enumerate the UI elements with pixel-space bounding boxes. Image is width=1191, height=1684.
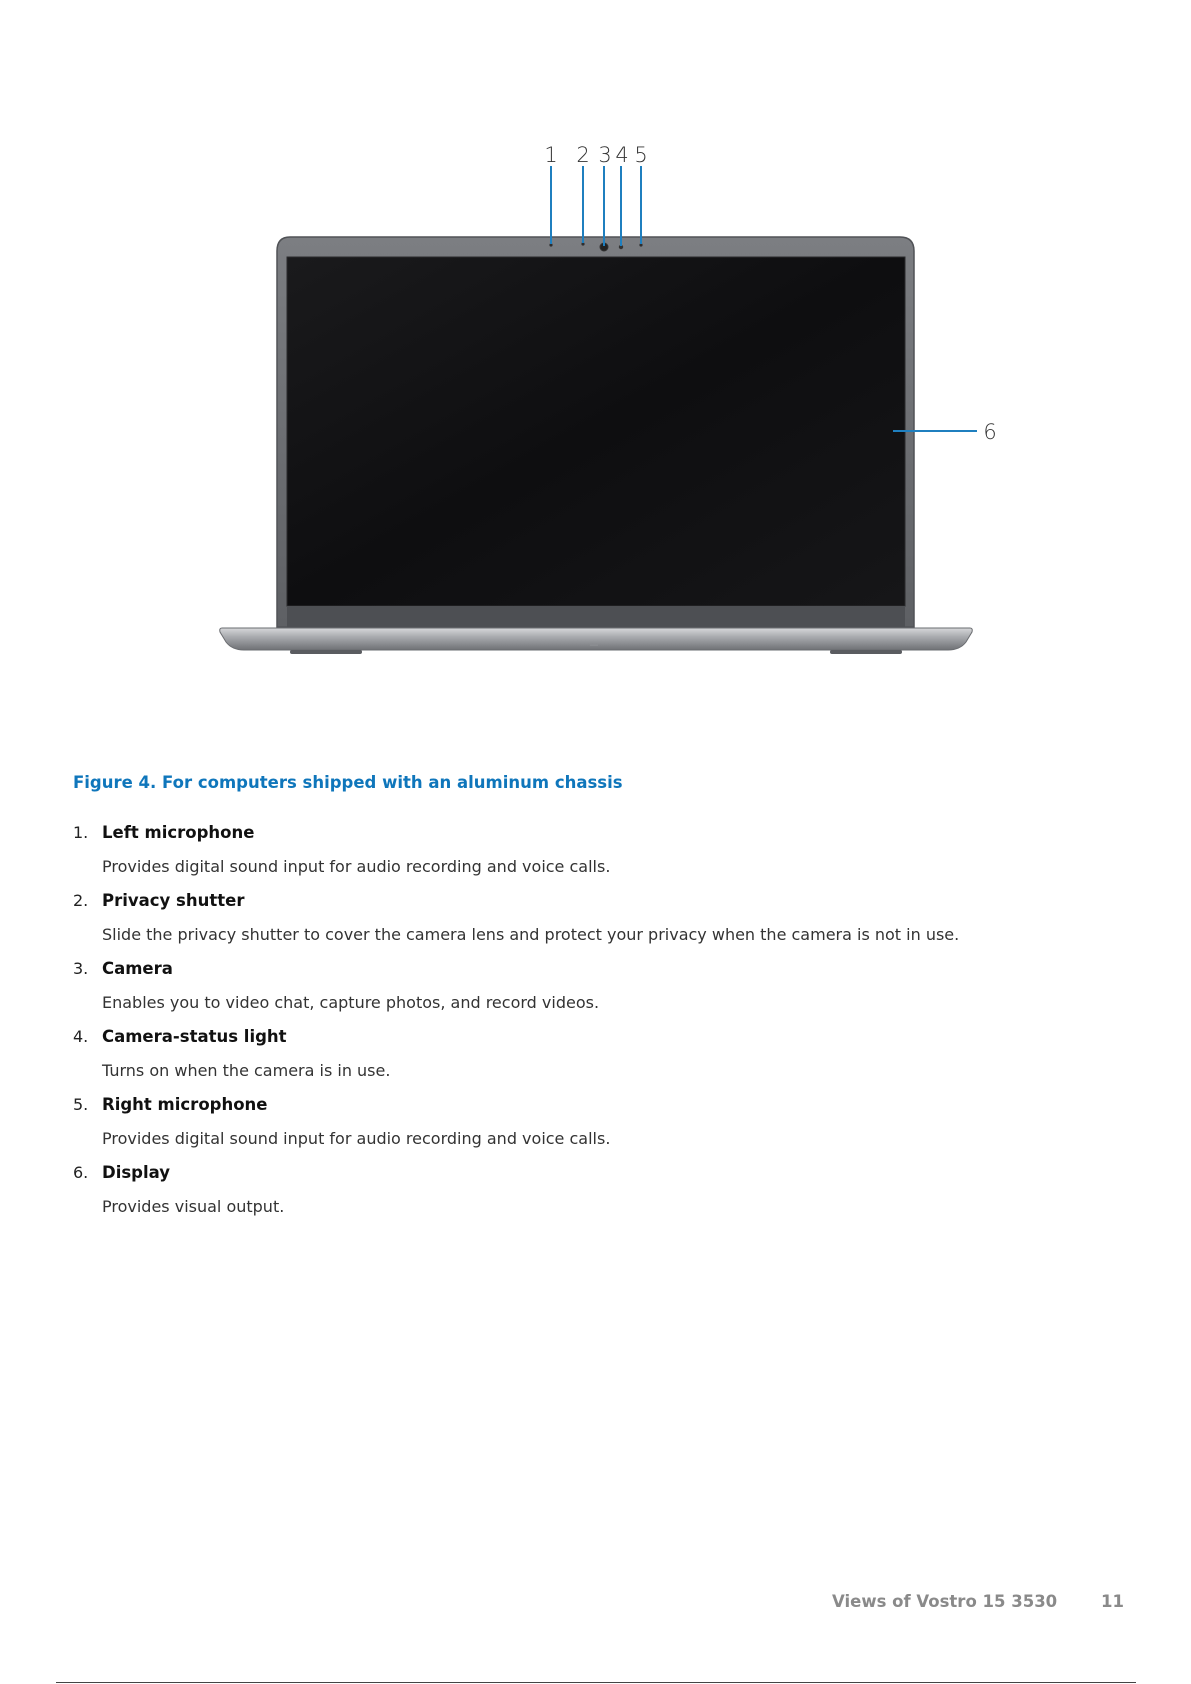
callout-6: 6 (983, 420, 997, 444)
item-number: 3. (73, 959, 89, 978)
item-number: 5. (73, 1095, 89, 1114)
item-description: Turns on when the camera is in use. (102, 1061, 391, 1080)
item-title: Camera (102, 959, 173, 978)
laptop-base (220, 628, 973, 650)
item-number: 2. (73, 891, 89, 910)
item-description: Provides visual output. (102, 1197, 285, 1216)
list-item (73, 1027, 1123, 1095)
component-list (73, 823, 1123, 1231)
page-number: 11 (1101, 1592, 1124, 1611)
list-item (73, 1163, 1123, 1231)
item-title: Camera-status light (102, 1027, 287, 1046)
figure-caption: Figure 4. For computers shipped with an aluminum chassis (73, 773, 623, 792)
item-number: 4. (73, 1027, 89, 1046)
item-number: 1. (73, 823, 89, 842)
callout-1: 1 (544, 143, 558, 167)
item-description: Provides digital sound input for audio recording and voice calls. (102, 857, 611, 876)
item-title: Right microphone (102, 1095, 268, 1114)
item-description: Enables you to video chat, capture photos, and record videos. (102, 993, 600, 1012)
laptop-front-view-illustration (0, 0, 1191, 700)
item-title: Display (102, 1163, 171, 1182)
list-item (73, 891, 1123, 959)
item-description: Slide the privacy shutter to cover the camera lens and protect your privacy when the camera is not in use. (102, 925, 960, 944)
item-description: Provides digital sound input for audio recording and voice calls. (102, 1129, 611, 1148)
item-title: Privacy shutter (102, 891, 245, 910)
item-number: 6. (73, 1163, 89, 1182)
right-foot (830, 650, 902, 654)
callout-5: 5 (634, 143, 648, 167)
footer-divider (56, 1682, 1136, 1683)
callout-2: 2 (576, 143, 590, 167)
list-item (73, 1095, 1123, 1163)
display-panel (287, 257, 905, 606)
list-item (73, 823, 1123, 891)
callout-3: 3 (598, 143, 612, 167)
footer-section-title: Views of Vostro 15 3530 (832, 1592, 1058, 1611)
callout-4: 4 (615, 143, 629, 167)
item-title: Left microphone (102, 823, 255, 842)
list-item (73, 959, 1123, 1027)
left-foot (290, 650, 362, 654)
